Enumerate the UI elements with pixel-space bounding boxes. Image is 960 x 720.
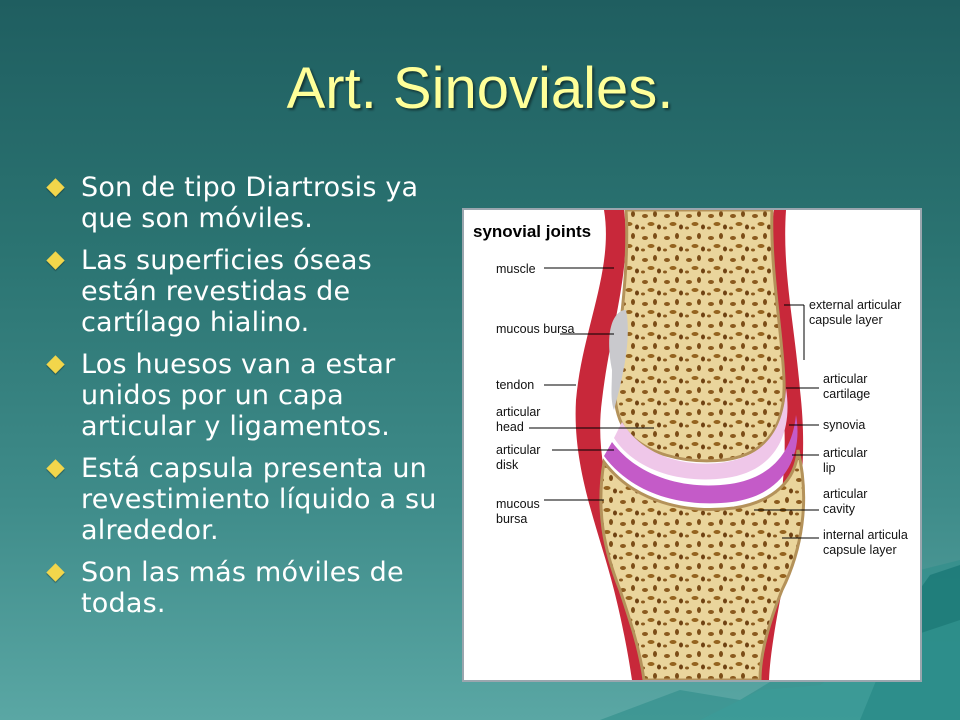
diamond-bullet-icon bbox=[46, 459, 64, 477]
bullet-list bbox=[45, 172, 455, 630]
slide-title: Art. Sinoviales. bbox=[286, 56, 674, 121]
bullet-text: Está capsula presenta un revestimiento líquido a su alrededor. bbox=[81, 453, 437, 546]
label-articular-cartilage: articular cartilage bbox=[823, 372, 871, 401]
label-internal-capsule: internal articula capsule layer bbox=[823, 528, 908, 557]
label-articular-cavity: articular cavity bbox=[823, 487, 868, 516]
bullet-item bbox=[45, 245, 455, 338]
label-articular-lip: articular lip bbox=[823, 446, 868, 475]
label-tendon: tendon bbox=[496, 378, 535, 392]
bullet-item bbox=[45, 172, 455, 234]
bullet-text: Los huesos van a estar unidos por un capa articular y ligamentos. bbox=[81, 349, 396, 442]
bullet-text: Son las más móviles de todas. bbox=[81, 557, 404, 619]
label-synovia: synovia bbox=[823, 418, 866, 432]
bullet-item bbox=[45, 557, 455, 619]
diamond-bullet-icon bbox=[46, 563, 64, 581]
figure-title: synovial joints bbox=[473, 222, 592, 241]
bullet-item bbox=[45, 349, 455, 442]
label-external-capsule: external articular capsule layer bbox=[809, 298, 902, 327]
label-mucous-bursa-bottom: mucous bursa bbox=[496, 497, 540, 526]
diamond-bullet-icon bbox=[46, 355, 64, 373]
diamond-bullet-icon bbox=[46, 251, 64, 269]
label-muscle: muscle bbox=[496, 262, 536, 276]
diamond-bullet-icon bbox=[46, 178, 64, 196]
bullet-text: Las superficies óseas están revestidas de cartílago hialino. bbox=[81, 245, 372, 338]
label-articular-disk: articular disk bbox=[496, 443, 541, 472]
label-articular-head: articular head bbox=[496, 405, 541, 434]
label-mucous-bursa-top: mucous bursa bbox=[496, 322, 575, 336]
bullet-text: Son de tipo Diartrosis ya que son móviles. bbox=[81, 172, 419, 234]
synovial-joint-diagram bbox=[462, 208, 922, 682]
bullet-item bbox=[45, 453, 455, 546]
